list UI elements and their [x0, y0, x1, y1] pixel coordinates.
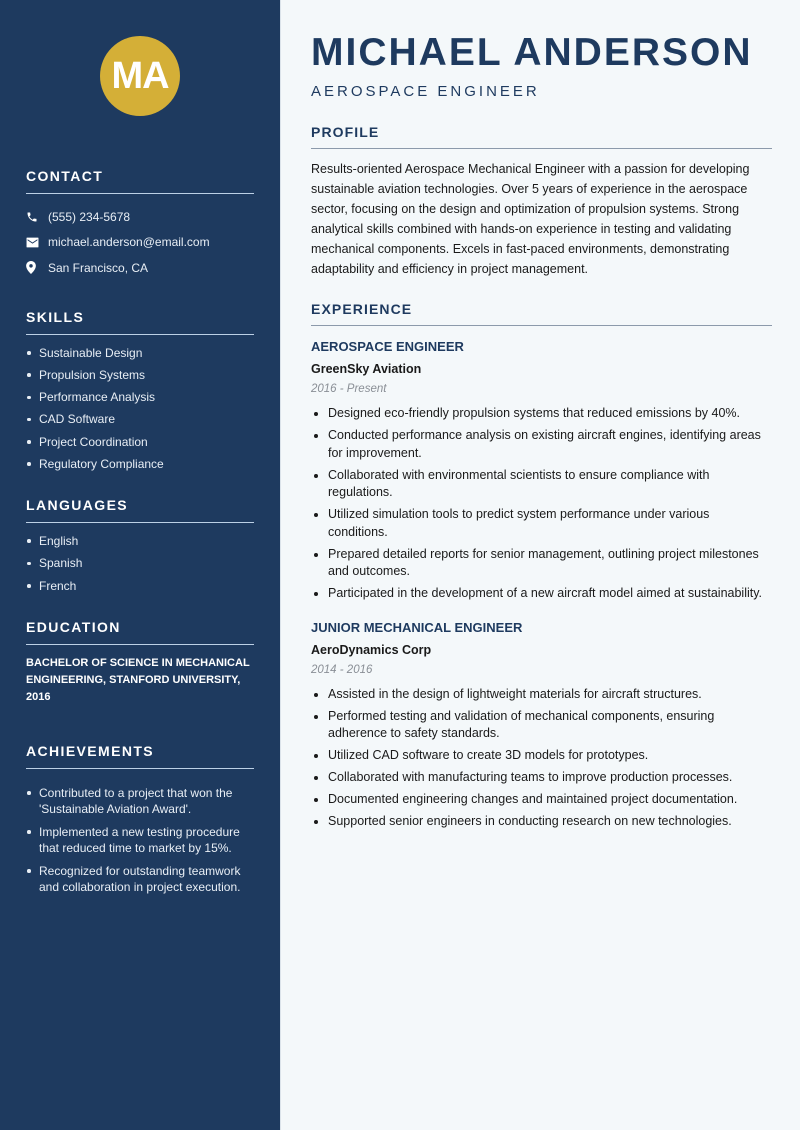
achievements-section	[26, 743, 254, 896]
skills-section	[26, 309, 254, 472]
language-item: Spanish	[26, 555, 254, 571]
job-bullet: Designed eco-friendly propulsion systems that reduced emissions by 40%.	[311, 405, 772, 423]
phone-text: (555) 234-5678	[48, 209, 131, 224]
candidate-name: MICHAEL ANDERSON	[311, 31, 753, 74]
email-icon	[26, 237, 48, 248]
education-degree: BACHELOR OF SCIENCE IN MECHANICAL ENGINEERING, STANFORD UNIVERSITY, 2016	[26, 656, 250, 703]
contact-email	[26, 230, 254, 256]
job-company: GreenSky Aviation	[311, 362, 422, 376]
job-bullet: Participated in the development of a new aircraft model aimed at sustainability.	[311, 585, 772, 603]
achievements-list	[26, 785, 254, 896]
skill-item: Performance Analysis	[26, 389, 254, 405]
phone-icon	[26, 211, 48, 223]
candidate-role: AEROSPACE ENGINEER	[311, 83, 540, 100]
skills-heading: SKILLS	[26, 309, 254, 335]
job-entry	[311, 338, 772, 603]
achievement-item: Implemented a new testing procedure that reduced time to market by 15%.	[26, 824, 254, 857]
skills-list	[26, 345, 254, 472]
job-entry	[311, 619, 772, 831]
achievement-item: Contributed to a project that won the 'Sustainable Aviation Award'.	[26, 785, 254, 818]
skill-item: Regulatory Compliance	[26, 456, 254, 472]
education-heading: EDUCATION	[26, 619, 254, 645]
language-item: French	[26, 578, 254, 594]
job-bullets	[311, 686, 772, 831]
job-bullet: Collaborated with manufacturing teams to improve production processes.	[311, 769, 772, 787]
location-text: San Francisco, CA	[48, 260, 149, 275]
experience-section	[311, 301, 772, 831]
avatar-initials: MA	[111, 54, 169, 97]
skill-item: CAD Software	[26, 411, 254, 427]
skill-item: Sustainable Design	[26, 345, 254, 361]
achievements-heading: ACHIEVEMENTS	[26, 743, 254, 769]
contact-location	[26, 255, 254, 281]
contact-phone	[26, 204, 254, 230]
languages-list	[26, 533, 254, 594]
job-bullet: Documented engineering changes and maintained project documentation.	[311, 791, 772, 809]
job-bullets	[311, 405, 772, 603]
avatar	[100, 36, 180, 116]
email-text[interactable]: michael.anderson@email.com	[48, 235, 210, 250]
job-company: AeroDynamics Corp	[311, 642, 432, 657]
job-bullet: Utilized simulation tools to predict system performance under various conditions.	[311, 506, 772, 541]
sidebar	[0, 0, 280, 1130]
job-bullet: Performed testing and validation of mechanical components, ensuring adherence to safety standards.	[311, 708, 772, 743]
job-bullet: Conducted performance analysis on existing aircraft engines, identifying areas for improvement.	[311, 427, 772, 462]
languages-heading: LANGUAGES	[26, 497, 254, 523]
job-title: JUNIOR MECHANICAL ENGINEER	[311, 619, 523, 635]
job-bullet: Supported senior engineers in conducting research on new technologies.	[311, 813, 772, 831]
profile-summary: Results-oriented Aerospace Mechanical Engineer with a passion for developing sustainable aviation technologies. Over 5 years of experience in the aerospace sector, focusing on the design and optimization of propulsion systems. Strong analytical skills combined with hands-on experience in testing and validating mechanical components. Excels in fast-paced environments, demonstrating adaptability and efficiency in project management.	[311, 162, 750, 276]
job-bullet: Utilized CAD software to create 3D models for prototypes.	[311, 747, 772, 765]
profile-section	[311, 124, 772, 279]
skill-item: Project Coordination	[26, 434, 254, 450]
job-bullet: Prepared detailed reports for senior management, outlining project milestones and outcomes.	[311, 546, 772, 581]
resume-header	[311, 32, 772, 100]
language-item: English	[26, 533, 254, 549]
job-dates: 2016 - Present	[311, 383, 387, 395]
main-content	[280, 0, 800, 1130]
job-dates: 2014 - 2016	[311, 663, 373, 676]
skill-item: Propulsion Systems	[26, 367, 254, 383]
job-title: AEROSPACE ENGINEER	[311, 339, 464, 354]
achievement-item: Recognized for outstanding teamwork and collaboration in project execution.	[26, 863, 254, 896]
location-pin-icon	[26, 261, 48, 274]
contact-section	[26, 168, 254, 281]
education-section	[26, 619, 254, 706]
contact-heading: CONTACT	[26, 168, 254, 194]
profile-heading: PROFILE	[311, 124, 772, 149]
languages-section	[26, 497, 254, 594]
job-bullet: Assisted in the design of lightweight materials for aircraft structures.	[311, 686, 772, 704]
experience-heading: EXPERIENCE	[311, 301, 772, 326]
job-bullet: Collaborated with environmental scientists to ensure compliance with regulations.	[311, 467, 772, 502]
